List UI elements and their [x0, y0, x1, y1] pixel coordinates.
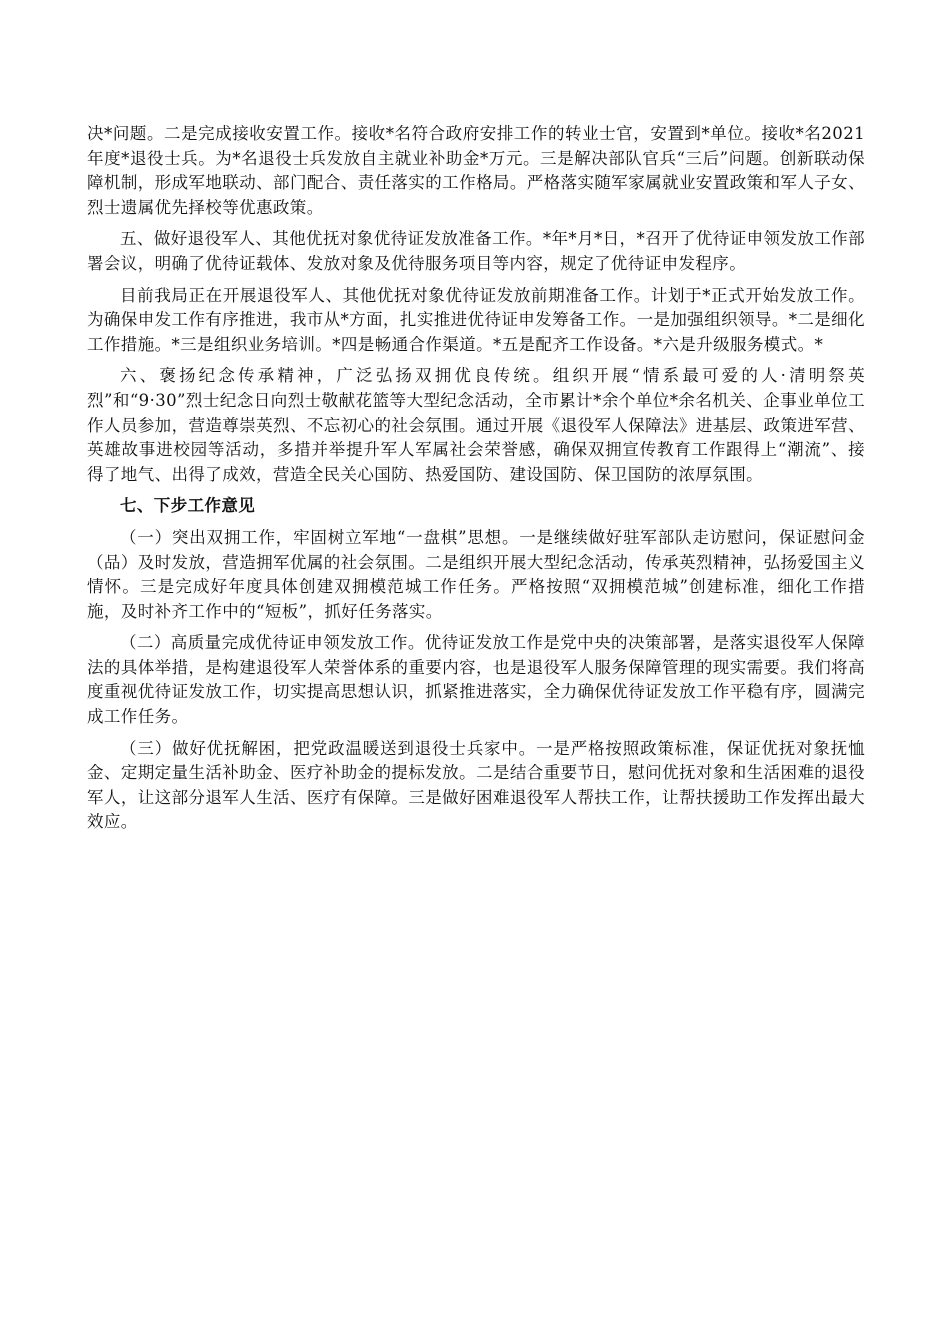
- paragraph-next-step-two: （二）高质量完成优待证申领发放工作。优待证发放工作是党中央的决策部署，是落实退役军人保障法的具体举措，是构建退役军人荣誉体系的重要内容，也是退役军人服务保障管理的现实需要。我们将高度重视优待证发放工作，切实提高思想认识，抓紧推进落实，全力确保优待证发放工作平稳有序，圆满完成工作任务。: [87, 633, 865, 727]
- section-heading-next-steps: 七、下步工作意见: [120, 496, 256, 516]
- document-page: [87, 122, 865, 842]
- paragraph-continuation: 决*问题。二是完成接收安置工作。接收*名符合政府安排工作的转业士官，安置到*单位。接收*名2021年度*退役士兵。为*名退役士兵发放自主就业补助金*万元。三是解决部队官兵“三后”问题。创新联动保障机制，形成军地联动、部门配合、责任落实的工作格局。严格落实随军家属就业安置政策和军人子女、烈士遗属优先择校等优惠政策。: [87, 124, 865, 217]
- paragraph-next-step-three: （三）做好优抚解困，把党政温暖送到退役士兵家中。一是严格按照政策标准，保证优抚对象抚恤金、定期定量生活补助金、医疗补助金的提标发放。二是结合重要节日，慰问优抚对象和生活困难的退役军人，让这部分退军人生活、医疗有保障。三是做好困难退役军人帮扶工作，让帮扶援助工作发挥出最大效应。: [87, 738, 865, 832]
- paragraph-next-step-one: （一）突出双拥工作，牢固树立军地“一盘棋”思想。一是继续做好驻军部队走访慰问，保证慰问金（品）及时发放，营造拥军优属的社会氛围。二是组织开展大型纪念活动，传承英烈精神，弘扬爱国主义情怀。三是完成好年度具体创建双拥模范城工作任务。严格按照“双拥模范城”创建标准，细化工作措施，及时补齐工作中的“短板”，抓好任务落实。: [87, 527, 865, 621]
- paragraph-item-six: 六、褒扬纪念传承精神，广泛弘扬双拥优良传统。组织开展“情系最可爱的人·清明祭英烈”和“9·30”烈士纪念日向烈士敬献花篮等大型纪念活动，全市累计*余个单位*余名机关、企事业单位工作人员参加，营造尊崇英烈、不忘初心的社会氛围。通过开展《退役军人保障法》进基层、政策进军营、英雄故事进校园等活动，多措并举提升军人军属社会荣誉感，确保双拥宣传教育工作跟得上“潮流”、接得了地气、出得了成效，营造全民关心国防、热爱国防、建设国防、保卫国防的浓厚氛围。: [87, 366, 865, 484]
- paragraph-item-five: 五、做好退役军人、其他优抚对象优待证发放准备工作。*年*月*日，*召开了优待证申领发放工作部署会议，明确了优待证载体、发放对象及优待服务项目等内容，规定了优待证申发程序。: [87, 229, 865, 273]
- paragraph-current-progress: 目前我局正在开展退役军人、其他优抚对象优待证发放前期准备工作。计划于*正式开始发放工作。为确保申发工作有序推进，我市从*方面，扎实推进优待证申发筹备工作。一是加强组织领导。*二是细化工作措施。*三是组织业务培训。*四是畅通合作渠道。*五是配齐工作设备。*六是升级服务模式。*: [87, 285, 865, 354]
